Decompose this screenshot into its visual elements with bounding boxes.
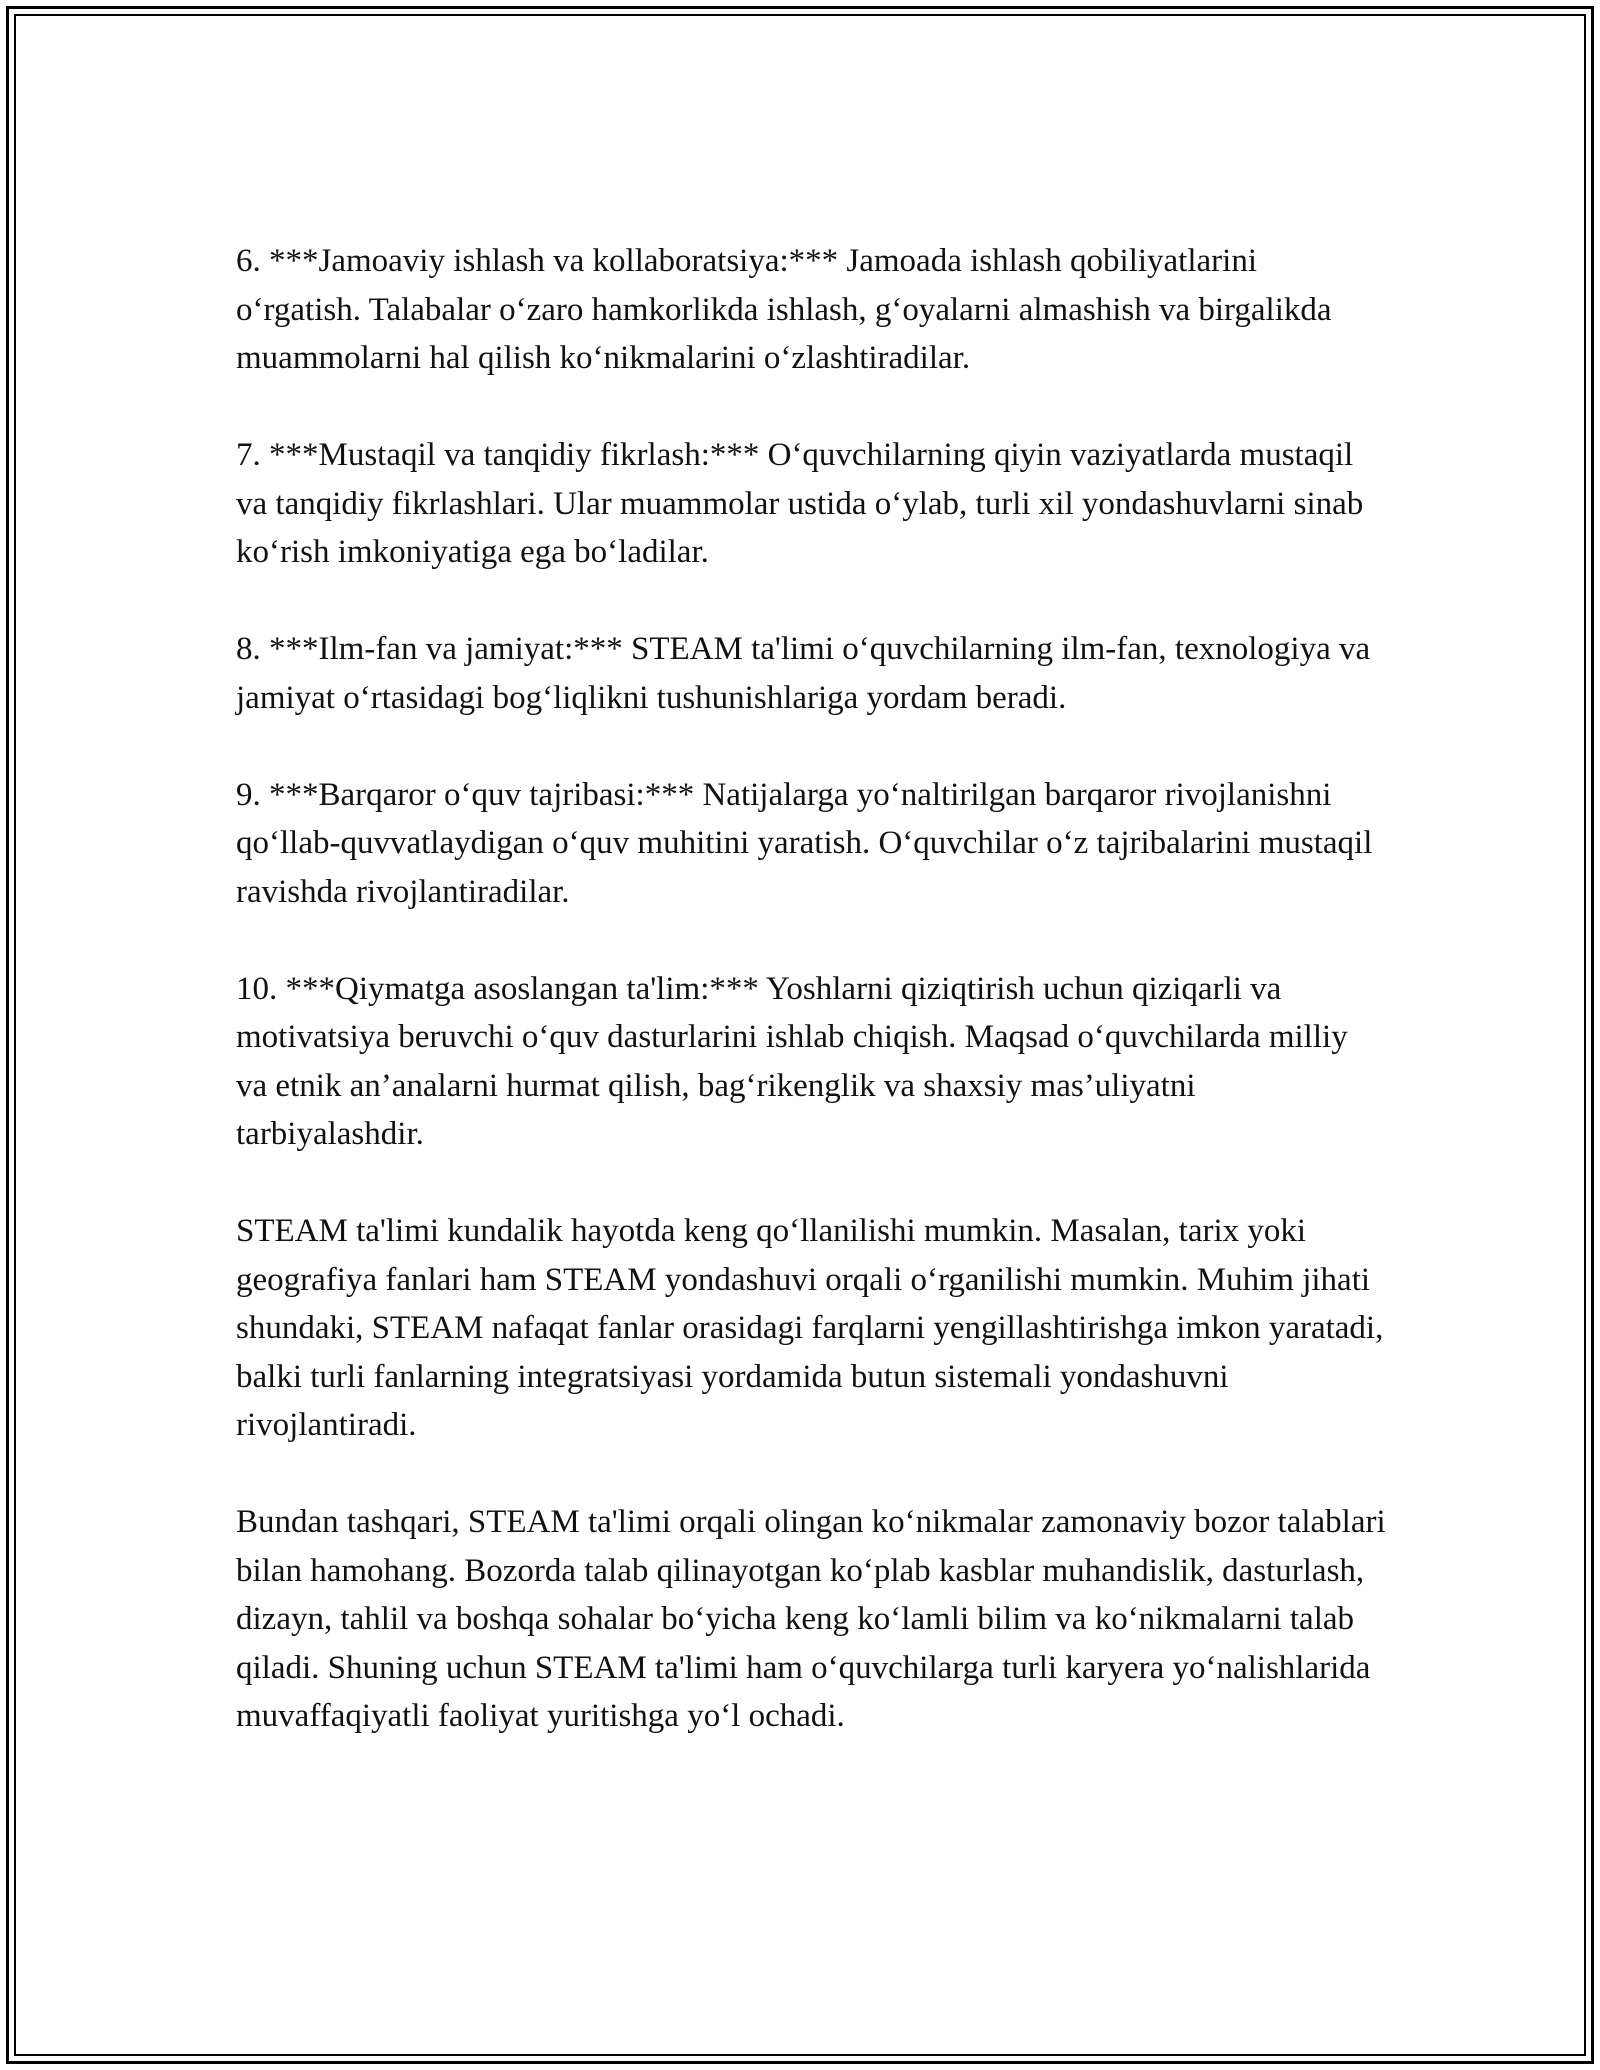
list-item-7: 7. ***Mustaqil va tanqidiy fikrlash:*** O‘quvchilarning qiyin vaziyatlarda mustaqil va tanqidiy fikrlashlari. Ular muammolar ustida o‘ylab, turli xil yondashuvlarni sinab ko‘rish imkoniyatiga ega bo‘ladilar. xyxy=(236,437,1364,570)
paragraph-steam-market: Bundan tashqari, STEAM ta'limi orqali olingan ko‘nikmalar zamonaviy bozor talablari bilan hamohang. Bozorda talab qilinayotgan ko‘plab kasblar muhandislik, dasturlash, dizayn, tahlil va boshqa sohalar bo‘yicha keng ko‘lamli bilim va ko‘nikmalarni talab qiladi. Shuning uchun STEAM ta'limi ham o‘quvchilarga turli karyera yo‘nalishlarida muvaffaqiyatli faoliyat yuritishga yo‘l ochadi. xyxy=(236,1504,1386,1734)
list-item-9: 9. ***Barqaror o‘quv tajribasi:*** Natijalarga yo‘naltirilgan barqaror rivojlanishni qo‘llab-quvvatlaydigan o‘quv muhitini yaratish. O‘quvchilar o‘z tajribalarini mustaqil ravishda rivojlantiradilar. xyxy=(236,776,1373,910)
list-item-10: 10. ***Qiymatga asoslangan ta'lim:*** Yoshlarni qiziqtirish uchun qiziqarli va motivatsiya beruvchi o‘quv dasturlarini ishlab chiqish. Maqsad o‘quvchilarda milliy va etnik an’analarni hurmat qilish, bag‘rikenglik va shaxsiy mas’uliyatni tarbiyalashdir. xyxy=(236,970,1348,1152)
list-item-8: 8. ***Ilm-fan va jamiyat:*** STEAM ta'limi o‘quvchilarning ilm-fan, texnologiya va jamiyat o‘rtasidagi bog‘liqlikni tushunishlariga yordam beradi. xyxy=(236,631,1371,716)
list-item-6: 6. ***Jamoaviy ishlash va kollaboratsiya:*** Jamoada ishlash qobiliyatlarini o‘rgatish. Talabalar o‘zaro hamkorlikda ishlash, g‘oyalarni almashish va birgalikda muammolarni hal qilish ko‘nikmalarini o‘zlashtiradilar. xyxy=(236,243,1332,376)
paragraph-steam-daily-life: STEAM ta'limi kundalik hayotda keng qo‘llanilishi mumkin. Masalan, tarix yoki geografiya fanlari ham STEAM yondashuvi orqali o‘rganilishi mumkin. Muhim jihati shundaki, STEAM nafaqat fanlar orasidagi farqlarni yengillashtirishga imkon yaratadi, balki turli fanlarning integratsiyasi yordamida butun sistemali yondashuvni rivojlantiradi. xyxy=(236,1213,1384,1443)
document-body xyxy=(236,237,1386,1789)
